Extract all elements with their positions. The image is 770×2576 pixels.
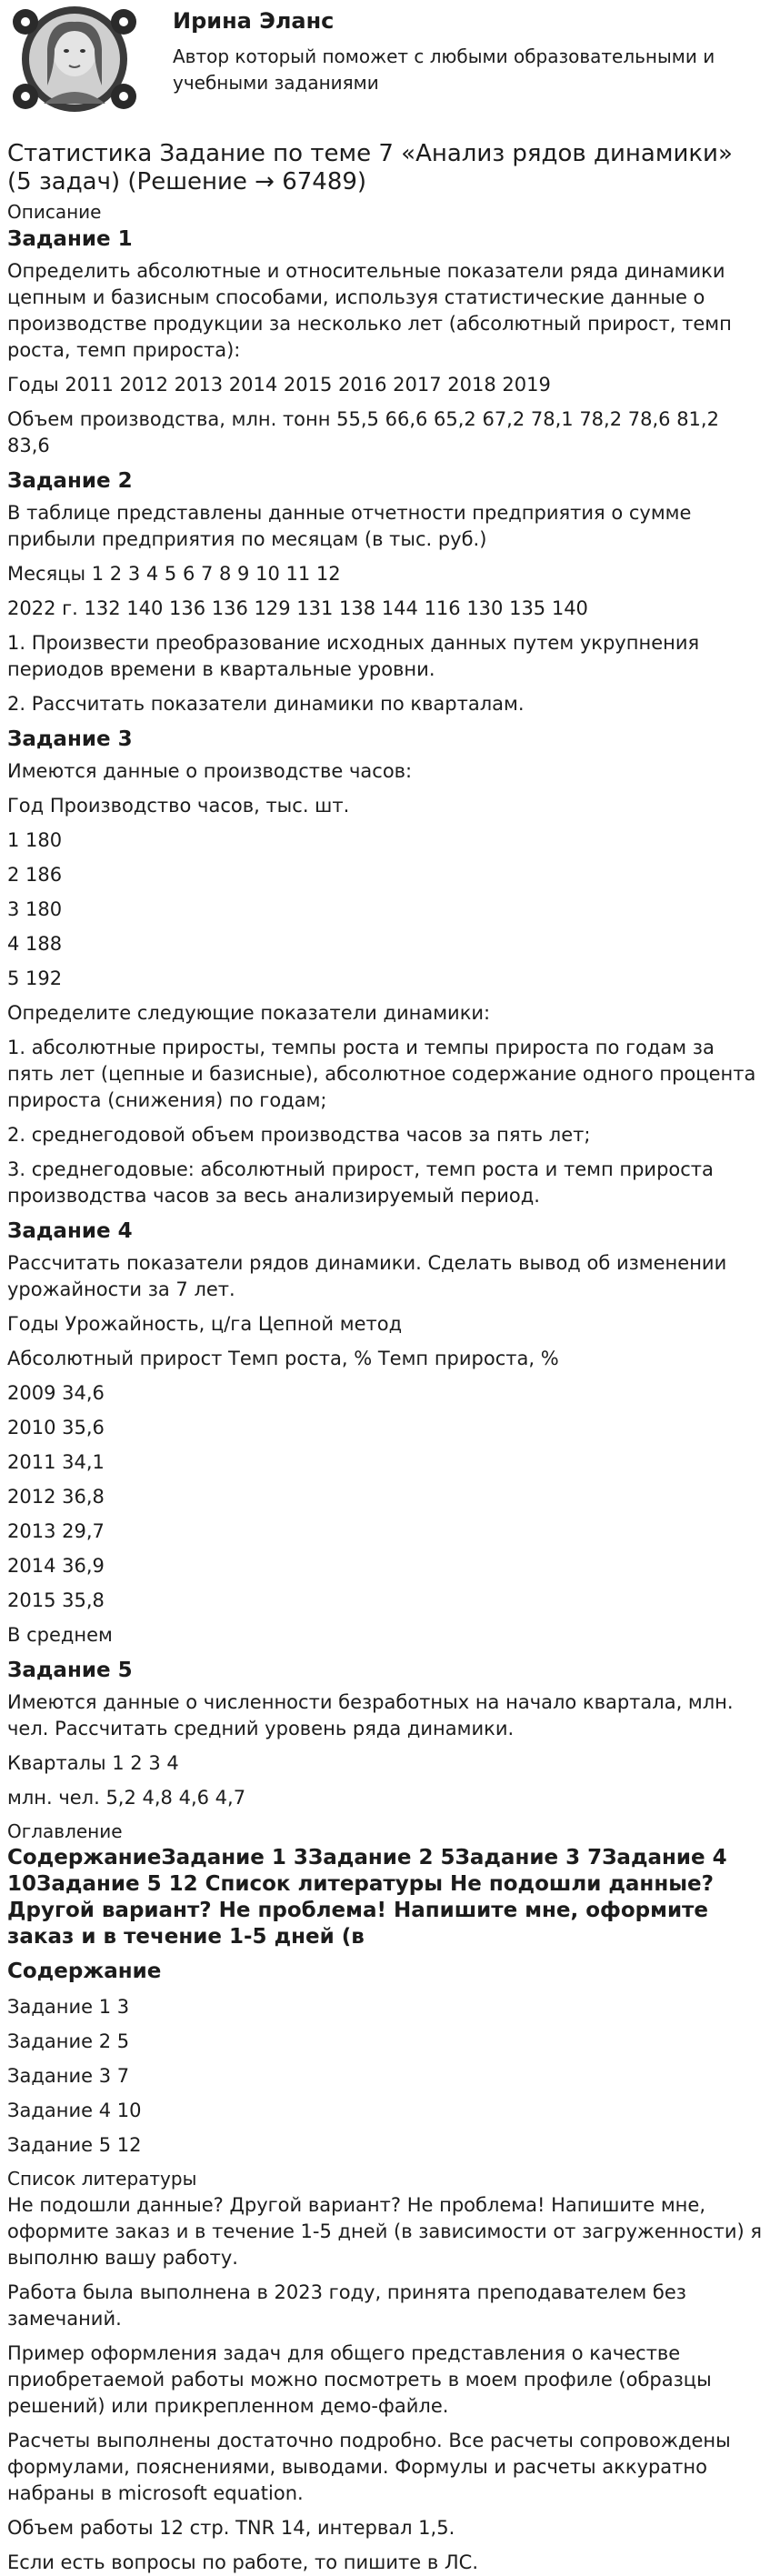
toc-run: СодержаниеЗадание 1 3Задание 2 5Задание 3 7Задание 4 10Задание 5 12 Список литературы Не подошли данные? Другой вариант? Не проблема! Напишите мне, оформите заказ и в течение 1-5 дней (в	[7, 1846, 727, 1949]
task5-line: Кварталы 1 2 3 4	[7, 1752, 179, 1774]
avatar-image	[7, 4, 142, 115]
task5-heading: Задание 5	[7, 1659, 133, 1682]
task2-line: 1. Произвести преобразование исходных данных путем укрупнения периодов времени в квартальные уровни.	[7, 632, 700, 680]
task3-line: 5 192	[7, 967, 63, 989]
task3-line: 2. среднегодовой объем производства часов за пять лет;	[7, 1124, 591, 1146]
footer-paragraph: Объем работы 12 стр. TNR 14, интервал 1,5.	[7, 2517, 455, 2539]
task4-line: 2012 36,8	[7, 1486, 105, 1508]
task3-line: Определите следующие показатели динамики:	[7, 1002, 491, 1024]
contents-literature: Список литературы	[7, 2168, 197, 2190]
author-info	[173, 4, 736, 96]
task3-line: Год Производство часов, тыс. шт.	[7, 795, 350, 817]
task3-line: 1. абсолютные приросты, темпы роста и темпы прироста по годам за пять лет (цепные и базисные), абсолютное содержание одного процента прироста (снижения) по годам;	[7, 1037, 756, 1111]
task2-line: 2022 г. 132 140 136 136 129 131 138 144 116 130 135 140	[7, 597, 588, 619]
task1-heading: Задание 1	[7, 227, 133, 251]
author-name[interactable]: Ирина Эланс	[173, 8, 335, 34]
task1-line: Годы 2011 2012 2013 2014 2015 2016 2017 2018 2019	[7, 374, 551, 396]
footer-paragraph: Пример оформления задач для общего представления о качестве приобретаемой работы можно посмотреть в моем профиле (образцы решений) или прикрепленном демо-файле.	[7, 2342, 712, 2417]
contents-heading: Содержание	[7, 1960, 162, 1983]
page-title: Статистика Задание по теме 7 «Анализ рядов динамики» (5 задач) (Решение → 67489)	[7, 140, 733, 195]
task3-line: 3. среднегодовые: абсолютный прирост, темп роста и темп прироста производства часов за весь анализируемый период.	[7, 1158, 714, 1207]
task1-line: Определить абсолютные и относительные показатели ряда динамики цепным и базисным способами, используя статистические данные о производстве продукции за несколько лет (абсолютный прирост, темп роста, темп прироста):	[7, 260, 732, 361]
avatar[interactable]	[7, 4, 142, 115]
task3-line: 1 180	[7, 829, 63, 851]
description-label: Описание	[7, 201, 102, 223]
task4-line: В среднем	[7, 1624, 113, 1646]
footer-paragraph: Работа была выполнена в 2023 году, принята преподавателем без замечаний.	[7, 2281, 686, 2330]
task4-line: Годы Урожайность, ц/га Цепной метод	[7, 1313, 403, 1335]
contents-item: Задание 3 7	[7, 2065, 130, 2087]
task5-line: млн. чел. 5,2 4,8 4,6 4,7	[7, 1787, 246, 1809]
task4-line: 2015 35,8	[7, 1589, 105, 1611]
contents-item: Задание 4 10	[7, 2100, 142, 2121]
contents-item: Задание 2 5	[7, 2030, 130, 2052]
task4-line: 2009 34,6	[7, 1382, 105, 1404]
task3-line: 3 180	[7, 898, 63, 920]
contents-item: Задание 1 3	[7, 1996, 130, 2018]
author-header	[7, 0, 763, 120]
footer-paragraph: Не подошли данные? Другой вариант? Не проблема! Напишите мне, оформите заказ и в течение 1-5 дней (в зависимости от загруженности) я выполню вашу работу.	[7, 2194, 762, 2269]
footer-paragraph: Если есть вопросы по работе, то пишите в ЛС.	[7, 2551, 479, 2573]
task4-line: 2010 35,6	[7, 1417, 105, 1438]
task4-line: Абсолютный прирост Темп роста, % Темп прироста, %	[7, 1348, 559, 1369]
task4-line: 2014 36,9	[7, 1555, 105, 1577]
task4-line: 2011 34,1	[7, 1451, 105, 1473]
task3-line: 4 188	[7, 933, 63, 955]
task4-heading: Задание 4	[7, 1219, 133, 1243]
contents-item: Задание 5 12	[7, 2134, 142, 2156]
task3-line: Имеются данные о производстве часов:	[7, 760, 413, 782]
task2-line: В таблице представлены данные отчетности предприятия о сумме прибыли предприятия по месяцам (в тыс. руб.)	[7, 502, 692, 550]
task3-heading: Задание 3	[7, 727, 133, 751]
toc-label: Оглавление	[7, 1820, 123, 1842]
task2-line: 2. Рассчитать показатели динамики по кварталам.	[7, 693, 525, 715]
task1-line: Объем производства, млн. тонн 55,5 66,6 65,2 67,2 78,1 78,2 78,6 81,2 83,6	[7, 408, 719, 456]
task2-line: Месяцы 1 2 3 4 5 6 7 8 9 10 11 12	[7, 563, 341, 585]
task2-heading: Задание 2	[7, 469, 133, 493]
author-description: Автор который поможет с любыми образовательными и учебными заданиями	[173, 45, 715, 94]
task4-line: Рассчитать показатели рядов динамики. Сделать вывод об изменении урожайности за 7 лет.	[7, 1252, 727, 1300]
task5-line: Имеются данные о численности безработных на начало квартала, млн. чел. Рассчитать средний уровень ряда динамики.	[7, 1691, 734, 1739]
task3-line: 2 186	[7, 864, 63, 886]
task4-line: 2013 29,7	[7, 1520, 105, 1542]
footer-paragraph: Расчеты выполнены достаточно подробно. Все расчеты сопровождены формулами, пояснениями, выводами. Формулы и расчеты аккуратно набраны в microsoft equation.	[7, 2430, 731, 2504]
